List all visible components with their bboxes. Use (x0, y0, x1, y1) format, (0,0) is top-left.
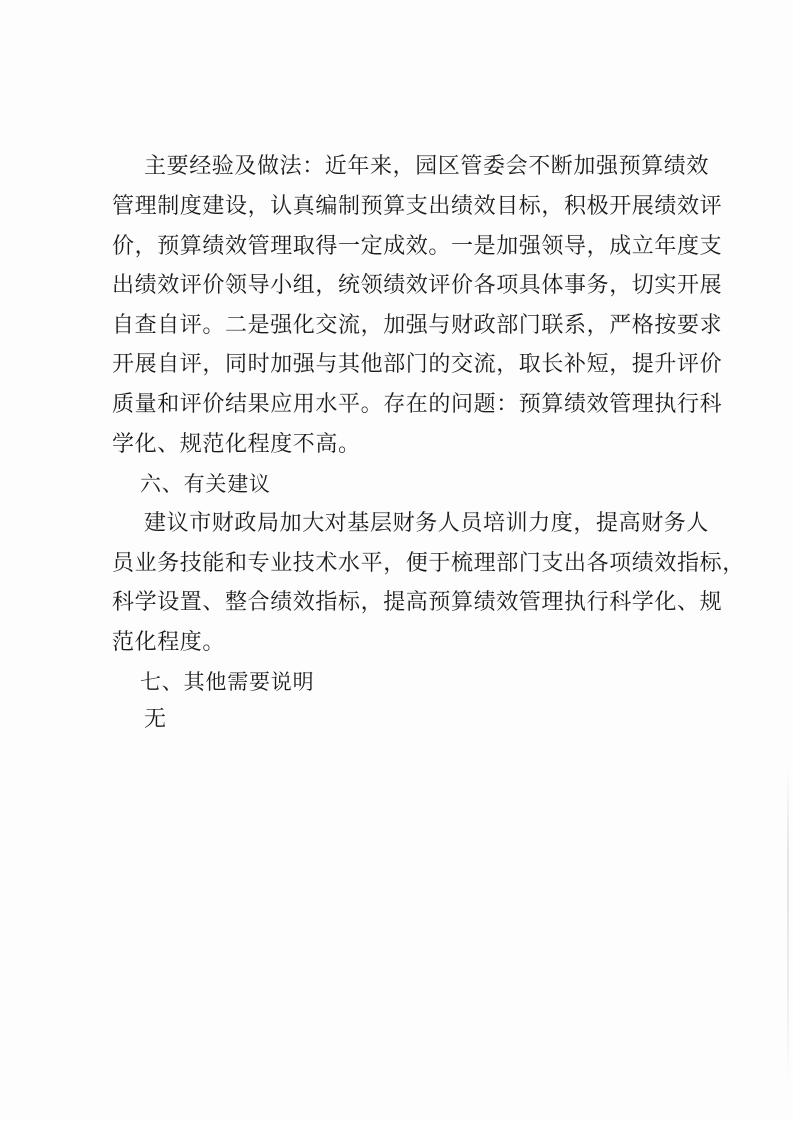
paragraph-line: 主要经验及做法：近年来，园区管委会不断加强预算绩效 (144, 154, 710, 179)
paragraph-line: 建议市财政局加大对基层财务人员培训力度，提高财务人 (144, 511, 710, 536)
paragraph-line: 自查自评。二是强化交流，加强与财政部门联系，严格按要求 (112, 313, 723, 338)
paragraph-line: 开展自评，同时加强与其他部门的交流，取长补短，提升评价 (112, 352, 723, 377)
paragraph-line: 管理制度建设，认真编制预算支出绩效目标，积极开展绩效评 (112, 194, 723, 219)
paragraph-line: 质量和评价结果应用水平。存在的问题：预算绩效管理执行科 (112, 392, 723, 417)
paragraph-line: 范化程度。 (112, 630, 226, 655)
paragraph-line: 出绩效评价领导小组，统领绩效评价各项具体事务，切实开展 (112, 273, 723, 298)
scan-edge-artifact (787, 760, 789, 1090)
section-heading-suggestions: 六、有关建议 (140, 472, 271, 496)
section-heading-other-notes: 七、其他需要说明 (140, 670, 315, 694)
section-body-none: 无 (144, 707, 167, 732)
paragraph-line: 价，预算绩效管理取得一定成效。一是加强领导，成立年度支 (112, 234, 723, 259)
paragraph-line: 员业务技能和专业技术水平，便于梳理部门支出各项绩效指标， (112, 551, 745, 576)
paragraph-line: 学化、规范化程度不高。 (112, 432, 361, 457)
paragraph-line: 科学设置、整合绩效指标，提高预算绩效管理执行科学化、规 (112, 590, 723, 615)
